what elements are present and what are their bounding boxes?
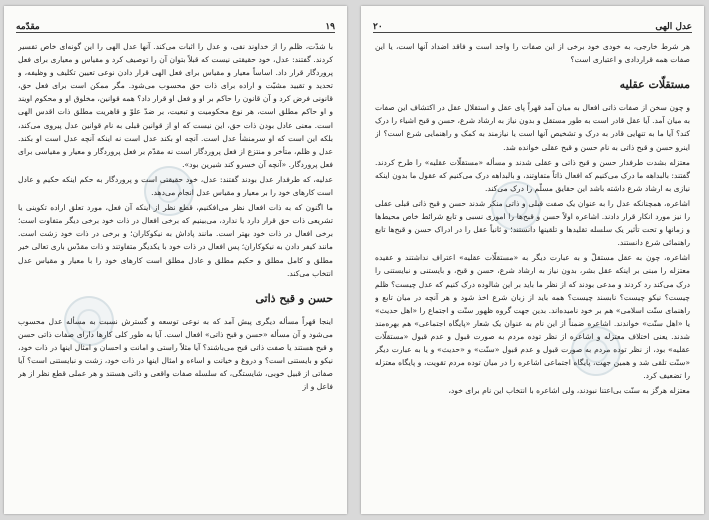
paragraph: معتزله هرگز به سنّت بی‌اعتنا نبودند، ولی اشاعره با انتخاب این نام برای خود، [448, 386, 690, 396]
page-number: ۱۹ [325, 22, 335, 32]
paragraph: معتزله بشدت طرفدار حسن و قبح ذاتی و عقلی شدند و مسأله «مستقلّات عقلیه» را طرح کردند. گفتند: بالبداهه ما درک می‌کنیم که افعال ذاتاً متفاوتند، و بالبداهه درک می‌کنیم که عقول ما بدون اینکه نیازی به ارشاد شرع داشته باشد این حقایق مسلّم را درک می‌کند. [375, 157, 690, 193]
page-number: ۲۰ [373, 22, 383, 32]
right-page-header [373, 18, 692, 33]
paragraph: و چون سخن از صفات ذاتی افعال به میان آمد قهراً پای عقل و استقلال عقل در اکتشاف این صفات به میان آمد. آیا عقل قادر است به طور مستقل و بدون نیاز به ارشاد شرع، حسن و قبح اشیاء را درک کند؟ آیا ما به تنهایی قادر به درک و تشخیص آنها است یا نیازمند به کمک و راهنمایی شرع است؟ از اینرو حسن و قبح ذاتی به نام حسن و قبح عقلی خوانده شد. [375, 103, 690, 152]
paragraph: اینجا قهراً مسأله دیگری پیش آمد که به نوعی توسعه و گسترش نسبت به مسأله عدل محسوب می‌شود و آن مسأله «حسن و قبح ذاتی» افعال است. آیا به طور کلی کارها دارای صفات ذاتی حسن و قبح هستند یا صفت ذاتی قبح می‌باشند؟ آیا مثلاً راستی و امانت و احسان و امثال اینها در ذات خود، نیکو و بایستنی است؟ و دروغ و خیانت و اساءه و امثال اینها در ذات خود، زشت و نبایستنی است؟ آیا صفاتی از قبیل خوبی، شایستگی، که سلسله صفات واقعی و ذاتی هستند و هر عملی قطع نظر از هر فاعل و از [18, 316, 333, 392]
paragraph: اشاعره، همچنانکه عدل را به عنوان یک صفت قبلی و ذاتی منکر شدند حسن و قبح ذاتی قبلی عقلی را نیز مورد انکار قرار دادند. اشاعره اولاً حسن و قبح‌ها را اموری نسبی و تابع شرائط خاص محیط‌ها و زمانها و تحت تأثیر یک سلسله تقلیدها و تلقینها دانستند؛ و ثانیاً عقل را در ادراک حسن و قبح‌ها تابع راهنمائی شرع دانستند. [375, 198, 690, 248]
paragraph: با شدّت، ظلم را از خداوند نفی، و عدل را اثبات می‌کند. آنها عدل الهی را این گونه‌ای خاص تفسیر کردند. گفتند: عدل، خود حقیقتی نیست که قبلاً بتوان آن را توصیف کرد و مقیاس و معیاری برای فعل پروردگار قرار داد. اساساً معیار و مقیاس برای فعل الهی قرار دادن نوعی تعیین تکلیف و وظیفه، و تحدید و تقیید مشیّت و اراده برای ذات حق محسوب می‌شود. مگر ممکن است برای فعل حق، قانونی فرض کرد و آن قانون را حاکم بر او و فعل او قرار داد؟ همه قوانین، مخلوق او و محکوم اویند و او حاکم مطلق است، هر نوع محکومیت و تبعیت، بر ضدّ علوّ و قاهریت مطلق ذات اقدس الهی است. معنی عادل بودن ذات حق، این نیست که او از قوانین قبلی به نام قوانین عدل پیروی می‌کند، بلکه این است که او سرمنشأ عدل است. آنچه او بکند عدل است نه اینکه آنچه عدل است او بکند. عدل و ظلم، متأخر و منتزع از فعل پروردگار است نه مقدّم بر فعل پروردگار و معیار و مقیاسی برای فعل پروردگار. «آنچه آن خسرو کند شیرین بود». [18, 42, 333, 169]
right-page [361, 6, 704, 514]
left-page [4, 6, 347, 514]
section-heading: حسن و قبح ذاتی [255, 291, 333, 305]
paragraph: هر شرط خارجی، به خودی خود برخی از این صفات را واجد است و فاقد اضداد آنها است، یا این صفات همه قراردادی و اعتباری است؟ [375, 42, 690, 65]
left-page-body [18, 40, 333, 508]
running-title: مقدّمه [16, 22, 40, 32]
section-heading: مستقلّات عقلیه [619, 78, 690, 92]
paragraph: ما اگنون که به ذات افعال نظر می‌افکنیم، قطع نظر از اینکه آن فعل، مورد تعلق اراده تکوینی یا تشریعی ذات حق قرار دارد یا ندارد، می‌بینیم که برخی افعال در ذات خود برخی دیگر متفاوت است؛ برخی افعال در ذات خود بهتر است. مانند پاداش به نیکوکاران؛ و برخی در ذات خود زشت است. مانند کیفر دادن به نیکوکاران؛ پس افعال در ذات خود با یکدیگر متفاوتند و ذات مقدّس باری تعالی خیر مطلق و کامل مطلق و حکیم مطلق و عادل مطلق است کارهای خود را با معیار و مقیاس عدل انتخاب می‌کند. [18, 203, 333, 278]
paragraph: عدلیه، که طرفدار عدل بودند گفتند: عدل، خود حقیقتی است و پروردگار به حکم اینکه حکیم و عادل است کارهای خود را بر معیار و مقیاس عدل انجام می‌دهد. [18, 174, 333, 198]
paragraph: اشاعره، چون به عقل مستقلّ و به عبارت دیگر به «مستقلّات عقلیه» اعتراف نداشتند و عقیده معتزله را مبنی بر اینکه عقل بشر، بدون نیاز به ارشاد شرع، حسن و قبح، و بایستنی و نبایستنی را درک می‌کند رد کردند و مدعی بودند که از نظر ما باید بر این شالوده درک کنیم که عدل چیست؟ ظلم چیست؟ نیکو چیست؟ نابسند چیست؟ همه باید از زبان شرع اخذ شود و هر آنچه در میان تابع و راهنمای سنّت اسلامی» هم بر خود نامیده‌اند. بدین جهت گروه ظهور سنّت و اجتماع را «اهل حدیث» یا «اهل سنّت» خواندند. اشاعره ضمناً از این نام به عنوان یک شعار «پایگاه اجتماعی» هم بهره‌مند شدند. یعنی اختلاف معتزله و اشاعره از نظر توده مردم به صورت قبول و عدم قبول «مستقلّات عقلیه» بود، از نظر توده مردم به صورت قبول و عدم قبول «سنّت» و «حدیث» و یا به عبارت دیگر «سنّت تلقی شد و همین جهت، پایگاه اجتماعی اشاعره را در میان توده مردم تقویت، و پایگاه معتزله را تضعیف کرد. [375, 253, 690, 381]
right-page-body [375, 40, 690, 508]
left-page-header [16, 18, 335, 33]
running-title: عدل الهی [655, 22, 692, 32]
